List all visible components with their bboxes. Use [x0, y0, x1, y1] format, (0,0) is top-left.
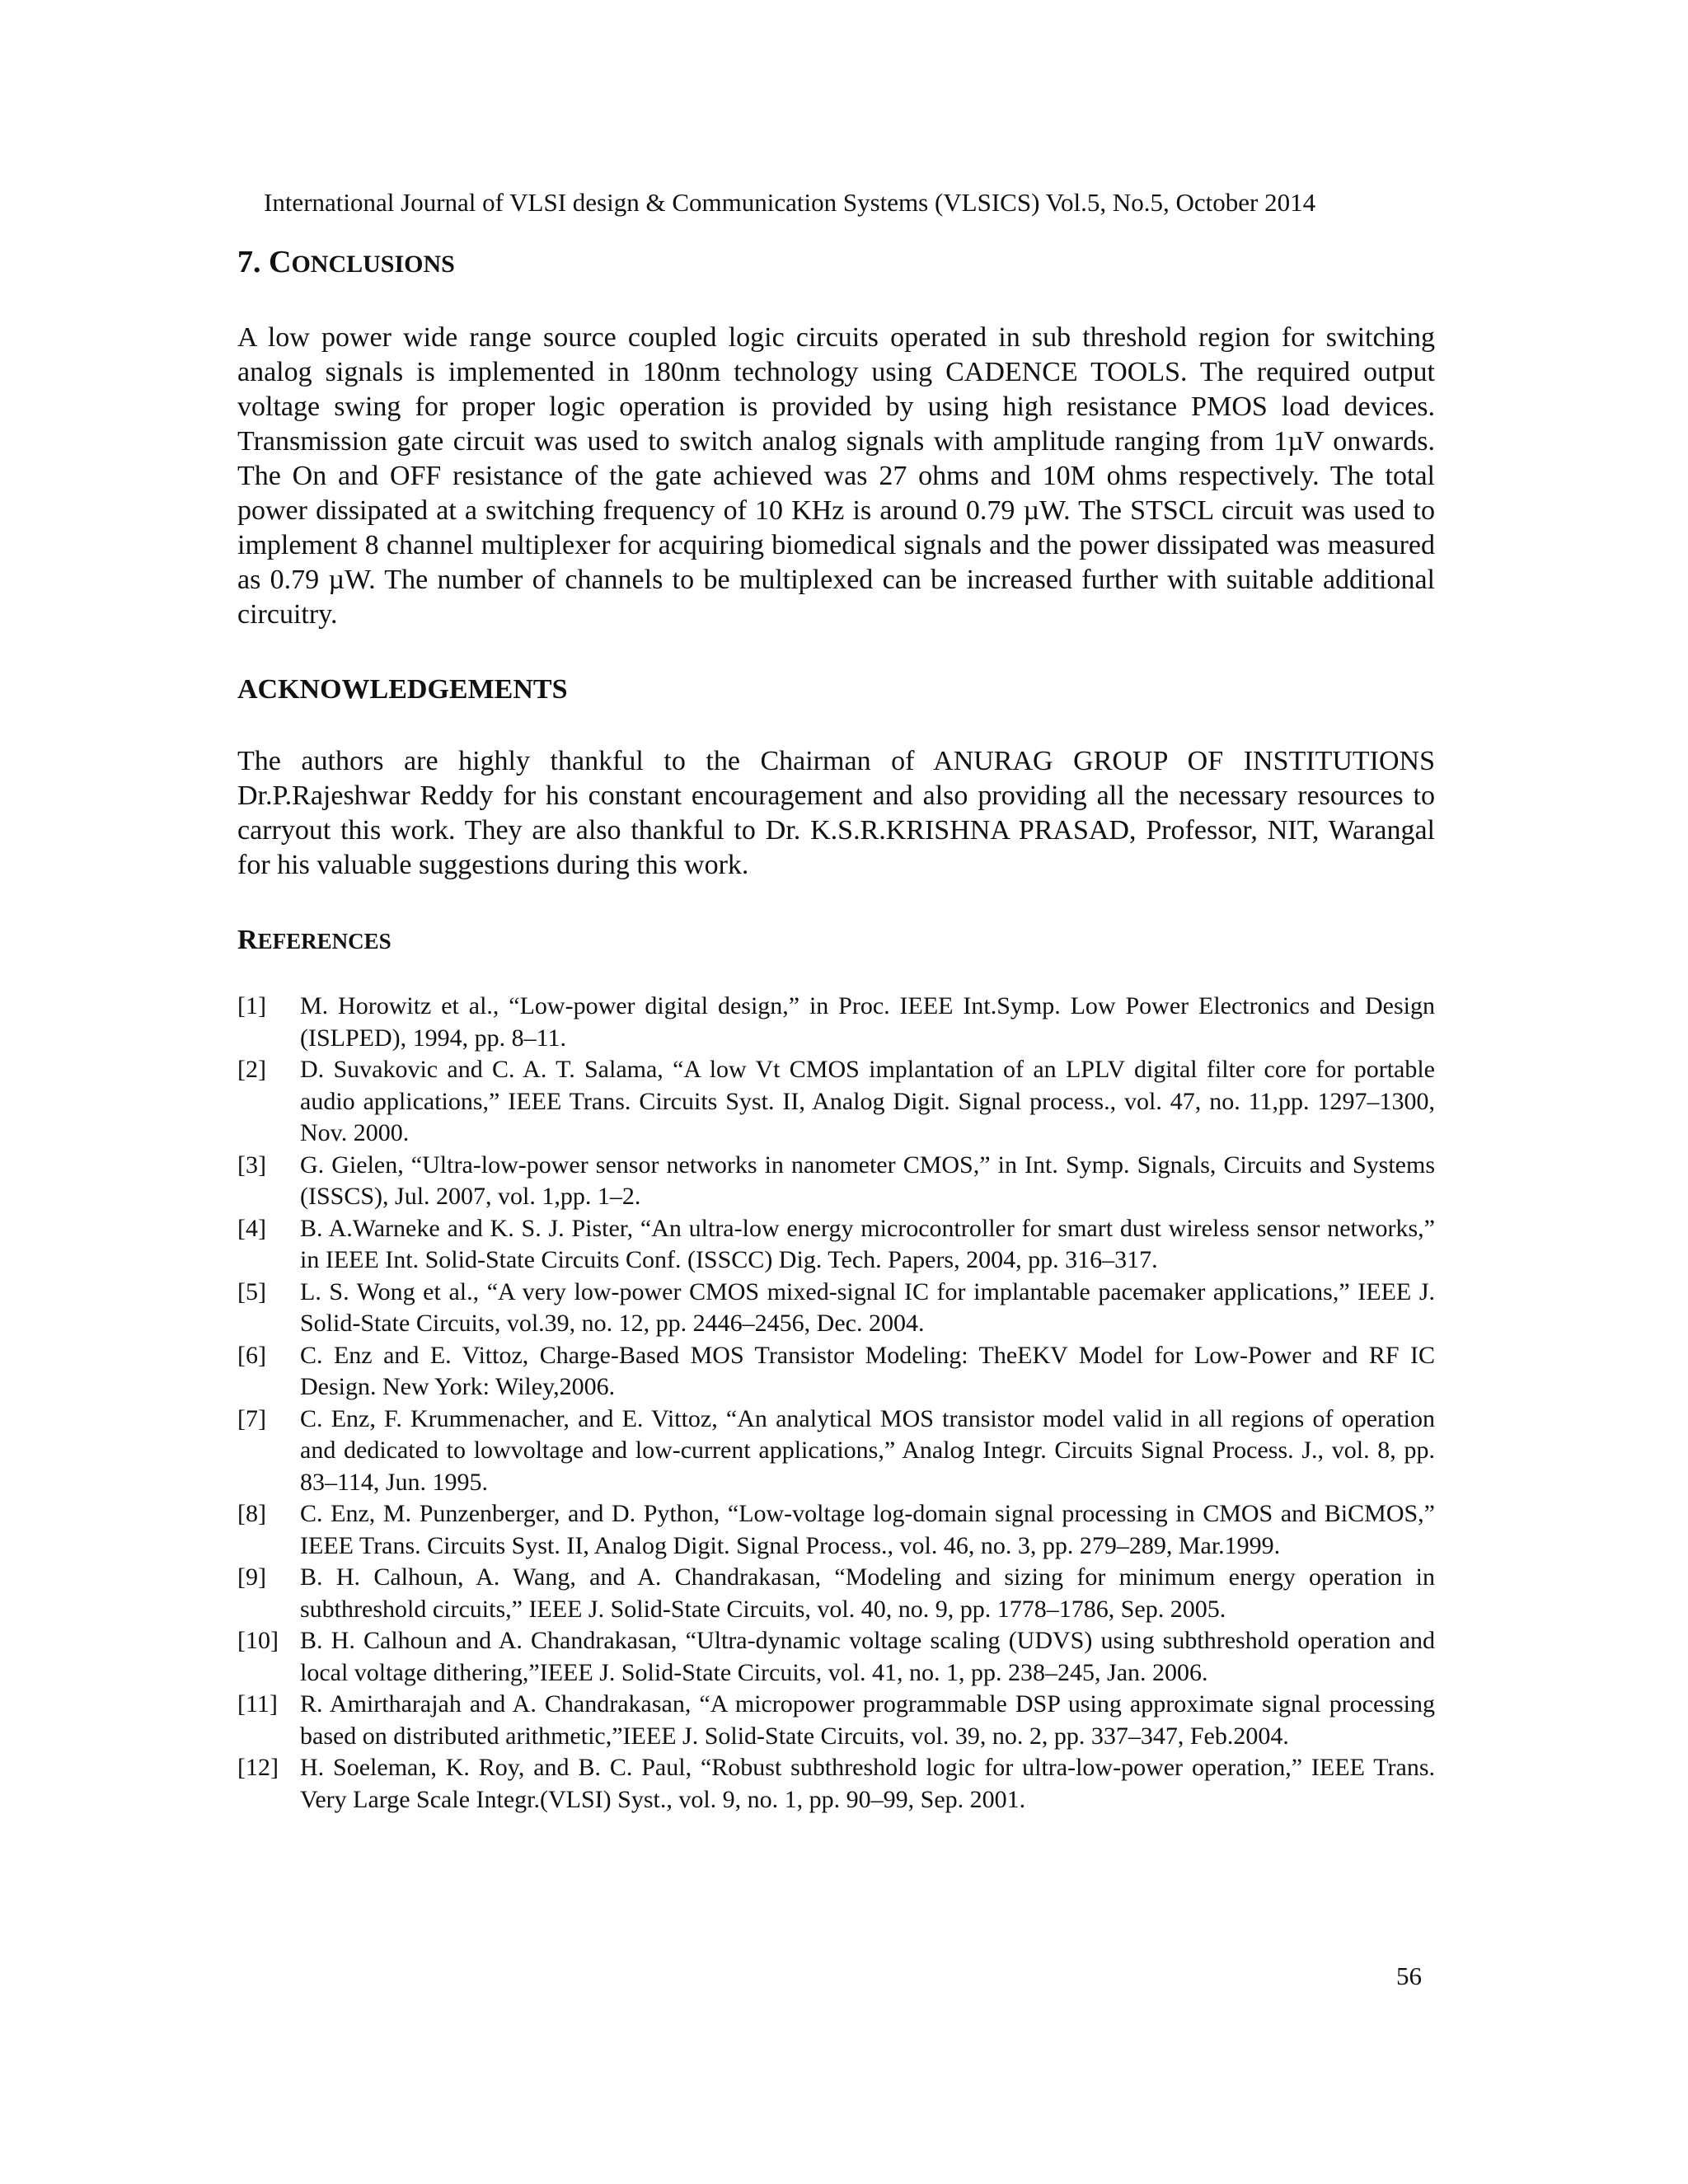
reference-text: C. Enz and E. Vittoz, Charge-Based MOS Transistor Modeling: TheEKV Model for Low-Power and RF IC Design. New York: Wiley,2006. [300, 1341, 1435, 1400]
references-heading [237, 922, 1435, 959]
reference-item [237, 1689, 1435, 1752]
reference-number: [9] [237, 1563, 266, 1591]
acknowledgements-heading: ACKNOWLEDGEMENTS [237, 674, 568, 705]
conclusions-paragraph: A low power wide range source coupled logic circuits operated in sub threshold region for switching analog signals is implemented in 180nm technology using CADENCE TOOLS. The required output voltage swing for proper logic operation is provided by using high resistance PMOS load devices. Transmission gate circuit was used to switch analog signals with amplitude ranging from 1µV onwards. The On and OFF resistance of the gate achieved was 27 ohms and 10M ohms respectively. The total power dissipated at a switching frequency of 10 KHz is around 0.79 µW. The STSCL circuit was used to implement 8 channel multiplexer for acquiring biomedical signals and the power dissipated was measured as 0.79 µW. The number of channels to be multiplexed can be increased further with suitable additional circuitry. [237, 322, 1435, 630]
reference-number: [4] [237, 1214, 266, 1242]
heading-initial: C [269, 245, 292, 279]
reference-text: C. Enz, M. Punzenberger, and D. Python, “Low-voltage log-domain signal processing in CMOS and BiCMOS,” IEEE Trans. Circuits Syst. II, Analog Digit. Signal Process., vol. 46, no. 3, pp. 279–289, Mar.1999. [300, 1500, 1435, 1559]
reference-text: B. H. Calhoun, A. Wang, and A. Chandrakasan, “Modeling and sizing for minimum energy operation in subthreshold circuits,” IEEE J. Solid-State Circuits, vol. 40, no. 9, pp. 1778–1786, Sep. 2005. [300, 1563, 1435, 1623]
reference-number: [5] [237, 1277, 266, 1305]
reference-text: H. Soeleman, K. Roy, and B. C. Paul, “Robust subthreshold logic for ultra-low-power operation,” IEEE Trans. Very Large Scale Integr.(VLSI) Syst., vol. 9, no. 1, pp. 90–99, Sep. 2001. [300, 1754, 1435, 1813]
reference-text: C. Enz, F. Krummenacher, and E. Vittoz, “An analytical MOS transistor model valid in all regions of operation and dedicated to lowvoltage and low-current applications,” Analog Integr. Circuits Signal Process. J., vol. 8, pp. 83–114, Jun. 1995. [300, 1404, 1435, 1496]
reference-item [237, 1054, 1435, 1150]
reference-text: G. Gielen, “Ultra-low-power sensor networks in nanometer CMOS,” in Int. Symp. Signals, Circuits and Systems (ISSCS), Jul. 2007, vol. 1,pp. 1–2. [300, 1151, 1435, 1210]
reference-item [237, 1562, 1435, 1625]
reference-number: [11] [237, 1690, 278, 1718]
reference-number: [1] [237, 992, 266, 1019]
reference-number: [8] [237, 1500, 266, 1527]
reference-number: [6] [237, 1341, 266, 1369]
reference-list [237, 991, 1435, 1816]
reference-item [237, 1625, 1435, 1689]
reference-item [237, 991, 1435, 1054]
reference-item [237, 1498, 1435, 1562]
reference-text: M. Horowitz et al., “Low-power digital design,” in Proc. IEEE Int.Symp. Low Power Electronics and Design (ISLPED), 1994, pp. 8–11. [300, 992, 1435, 1052]
reference-item [237, 1277, 1435, 1340]
reference-item [237, 1213, 1435, 1277]
reference-text: B. H. Calhoun and A. Chandrakasan, “Ultra-dynamic voltage scaling (UDVS) using subthreshold operation and local voltage dithering,”IEEE J. Solid-State Circuits, vol. 41, no. 1, pp. 238–245, Jan. 2006. [300, 1627, 1435, 1686]
reference-item [237, 1340, 1435, 1404]
acknowledgements-paragraph: The authors are highly thankful to the Chairman of ANURAG GROUP OF INSTITUTIONS Dr.P.Rajeshwar Reddy for his constant encouragement and also providing all the necessary resources to carryout this work. They are also thankful to Dr. K.S.R.KRISHNA PRASAD, Professor, NIT, Warangal for his valuable suggestions during this work. [237, 746, 1435, 880]
reference-item [237, 1150, 1435, 1213]
heading-rest: EFERENCES [257, 929, 392, 954]
reference-number: [3] [237, 1151, 266, 1179]
conclusions-heading [237, 242, 1435, 284]
reference-text: L. S. Wong et al., “A very low-power CMOS mixed-signal IC for implantable pacemaker applications,” IEEE J. Solid-State Circuits, vol.39, no. 12, pp. 2446–2456, Dec. 2004. [300, 1277, 1435, 1337]
reference-text: R. Amirtharajah and A. Chandrakasan, “A micropower programmable DSP using approximate signal processing based on distributed arithmetic,”IEEE J. Solid-State Circuits, vol. 39, no. 2, pp. 337–347, Feb.2004. [300, 1690, 1435, 1750]
reference-number: [2] [237, 1056, 266, 1083]
reference-item [237, 1404, 1435, 1499]
reference-number: [7] [237, 1404, 266, 1432]
reference-text: D. Suvakovic and C. A. T. Salama, “A low Vt CMOS implantation of an LPLV digital filter core for portable audio applications,” IEEE Trans. Circuits Syst. II, Analog Digit. Signal process., vol. 47, no. 11,pp. 1297–1300, Nov. 2000. [300, 1056, 1435, 1146]
heading-rest: ONCLUSIONS [291, 251, 455, 278]
heading-initial: R [237, 925, 258, 955]
reference-text: B. A.Warneke and K. S. J. Pister, “An ultra-low energy microcontroller for smart dust wireless sensor networks,” in IEEE Int. Solid-State Circuits Conf. (ISSCC) Dig. Tech. Papers, 2004, pp. 316–317. [300, 1214, 1435, 1273]
section-number: 7. [237, 245, 269, 279]
running-header: International Journal of VLSI design & Communication Systems (VLSICS) Vol.5, No.5, October 2014 [264, 188, 1316, 217]
reference-item [237, 1752, 1435, 1816]
page-content [237, 237, 1435, 1816]
reference-number: [12] [237, 1754, 279, 1781]
page-number: 56 [1396, 1961, 1422, 1990]
reference-number: [10] [237, 1627, 279, 1654]
